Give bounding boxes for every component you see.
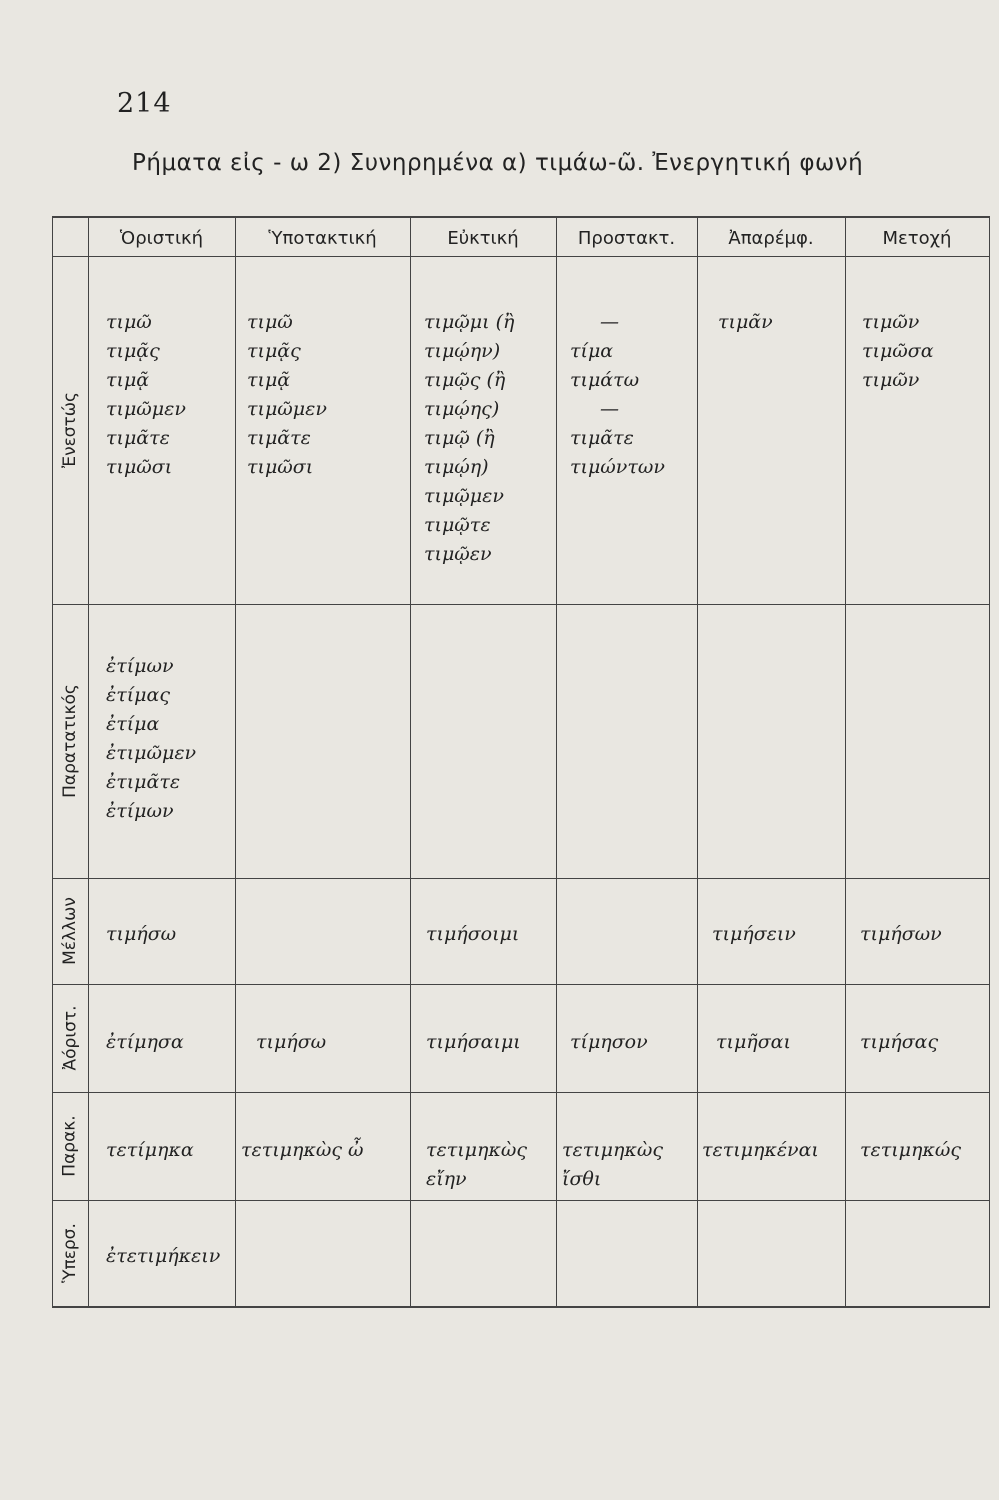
- future-indicative: τιμήσω: [106, 923, 177, 945]
- header-participle: Μετοχή: [882, 228, 952, 249]
- future-optative: τιμήσοιμι: [426, 923, 520, 945]
- perfect-infinitive: τετιμηκέναι: [702, 1139, 819, 1161]
- header-optative: Εὐκτική: [447, 228, 519, 249]
- aorist-subjunctive: τιμήσω: [256, 1031, 327, 1053]
- header-subjunctive: Ὑποτακτική: [268, 228, 377, 249]
- header-infinitive: Ἀπαρέμφ.: [728, 228, 814, 249]
- future-infinitive: τιμήσειν: [712, 923, 796, 945]
- tense-label-aorist: Ἀόριστ.: [60, 1005, 80, 1071]
- perfect-optative: τετιμηκὼς εἴην: [426, 1139, 527, 1190]
- present-subjunctive: τιμῶ τιμᾷς τιμᾷ τιμῶμεν τιμᾶτε τιμῶσι: [247, 311, 327, 478]
- perfect-indicative: τετίμηκα: [106, 1139, 194, 1161]
- present-optative: τιμῷμι (ἢ τιμῴην) τιμῷς (ἢ τιμῴης) τιμῷ (ἢ τιμῴη) τιμῷμεν τιμῷτε τιμῷεν: [424, 311, 515, 565]
- tense-label-present: Ἐνεστώς: [60, 392, 80, 468]
- perfect-subjunctive: τετιμηκὼς ὦ: [241, 1139, 364, 1161]
- aorist-optative: τιμήσαιμι: [426, 1031, 521, 1053]
- imperfect-indicative: ἐτίμων ἐτίμας ἐτίμα ἐτιμῶμεν ἐτιμᾶτε ἐτίμων: [106, 655, 197, 822]
- header-indicative: Ὁριστική: [119, 228, 204, 249]
- aorist-participle: τιμήσας: [860, 1031, 939, 1053]
- page-title: Ρήματα εἰς - ω 2) Συνηρημένα α) τιμάω-ῶ. Ἐνεργητική φωνή: [132, 150, 864, 176]
- present-infinitive: τιμᾶν: [718, 311, 773, 333]
- page-number: 214: [117, 88, 172, 119]
- aorist-imperative: τίμησον: [570, 1031, 648, 1053]
- tense-label-imperfect: Παρατατικός: [60, 684, 80, 798]
- perfect-participle: τετιμηκώς: [860, 1139, 961, 1161]
- present-indicative: τιμῶ τιμᾷς τιμᾷ τιμῶμεν τιμᾶτε τιμῶσι: [106, 311, 186, 478]
- future-participle: τιμήσων: [860, 923, 942, 945]
- tense-label-perfect: Παρακ.: [60, 1115, 81, 1177]
- conjugation-table: [52, 216, 990, 1308]
- aorist-indicative: ἐτίμησα: [106, 1031, 184, 1053]
- pluperfect-indicative: ἐτετιμήκειν: [106, 1245, 221, 1267]
- tense-label-future: Μέλλων: [60, 897, 80, 965]
- present-imperative: — τίμα τιμάτω — τιμᾶτε τιμώντων: [570, 311, 665, 478]
- tense-label-pluperfect: Ὑπερσ.: [60, 1223, 80, 1283]
- present-participle: τιμῶν τιμῶσα τιμῶν: [862, 311, 934, 391]
- perfect-imperative: τετιμηκὼς ἴσθι: [562, 1139, 663, 1190]
- aorist-infinitive: τιμῆσαι: [716, 1031, 791, 1053]
- header-imperative: Προστακτ.: [577, 228, 676, 249]
